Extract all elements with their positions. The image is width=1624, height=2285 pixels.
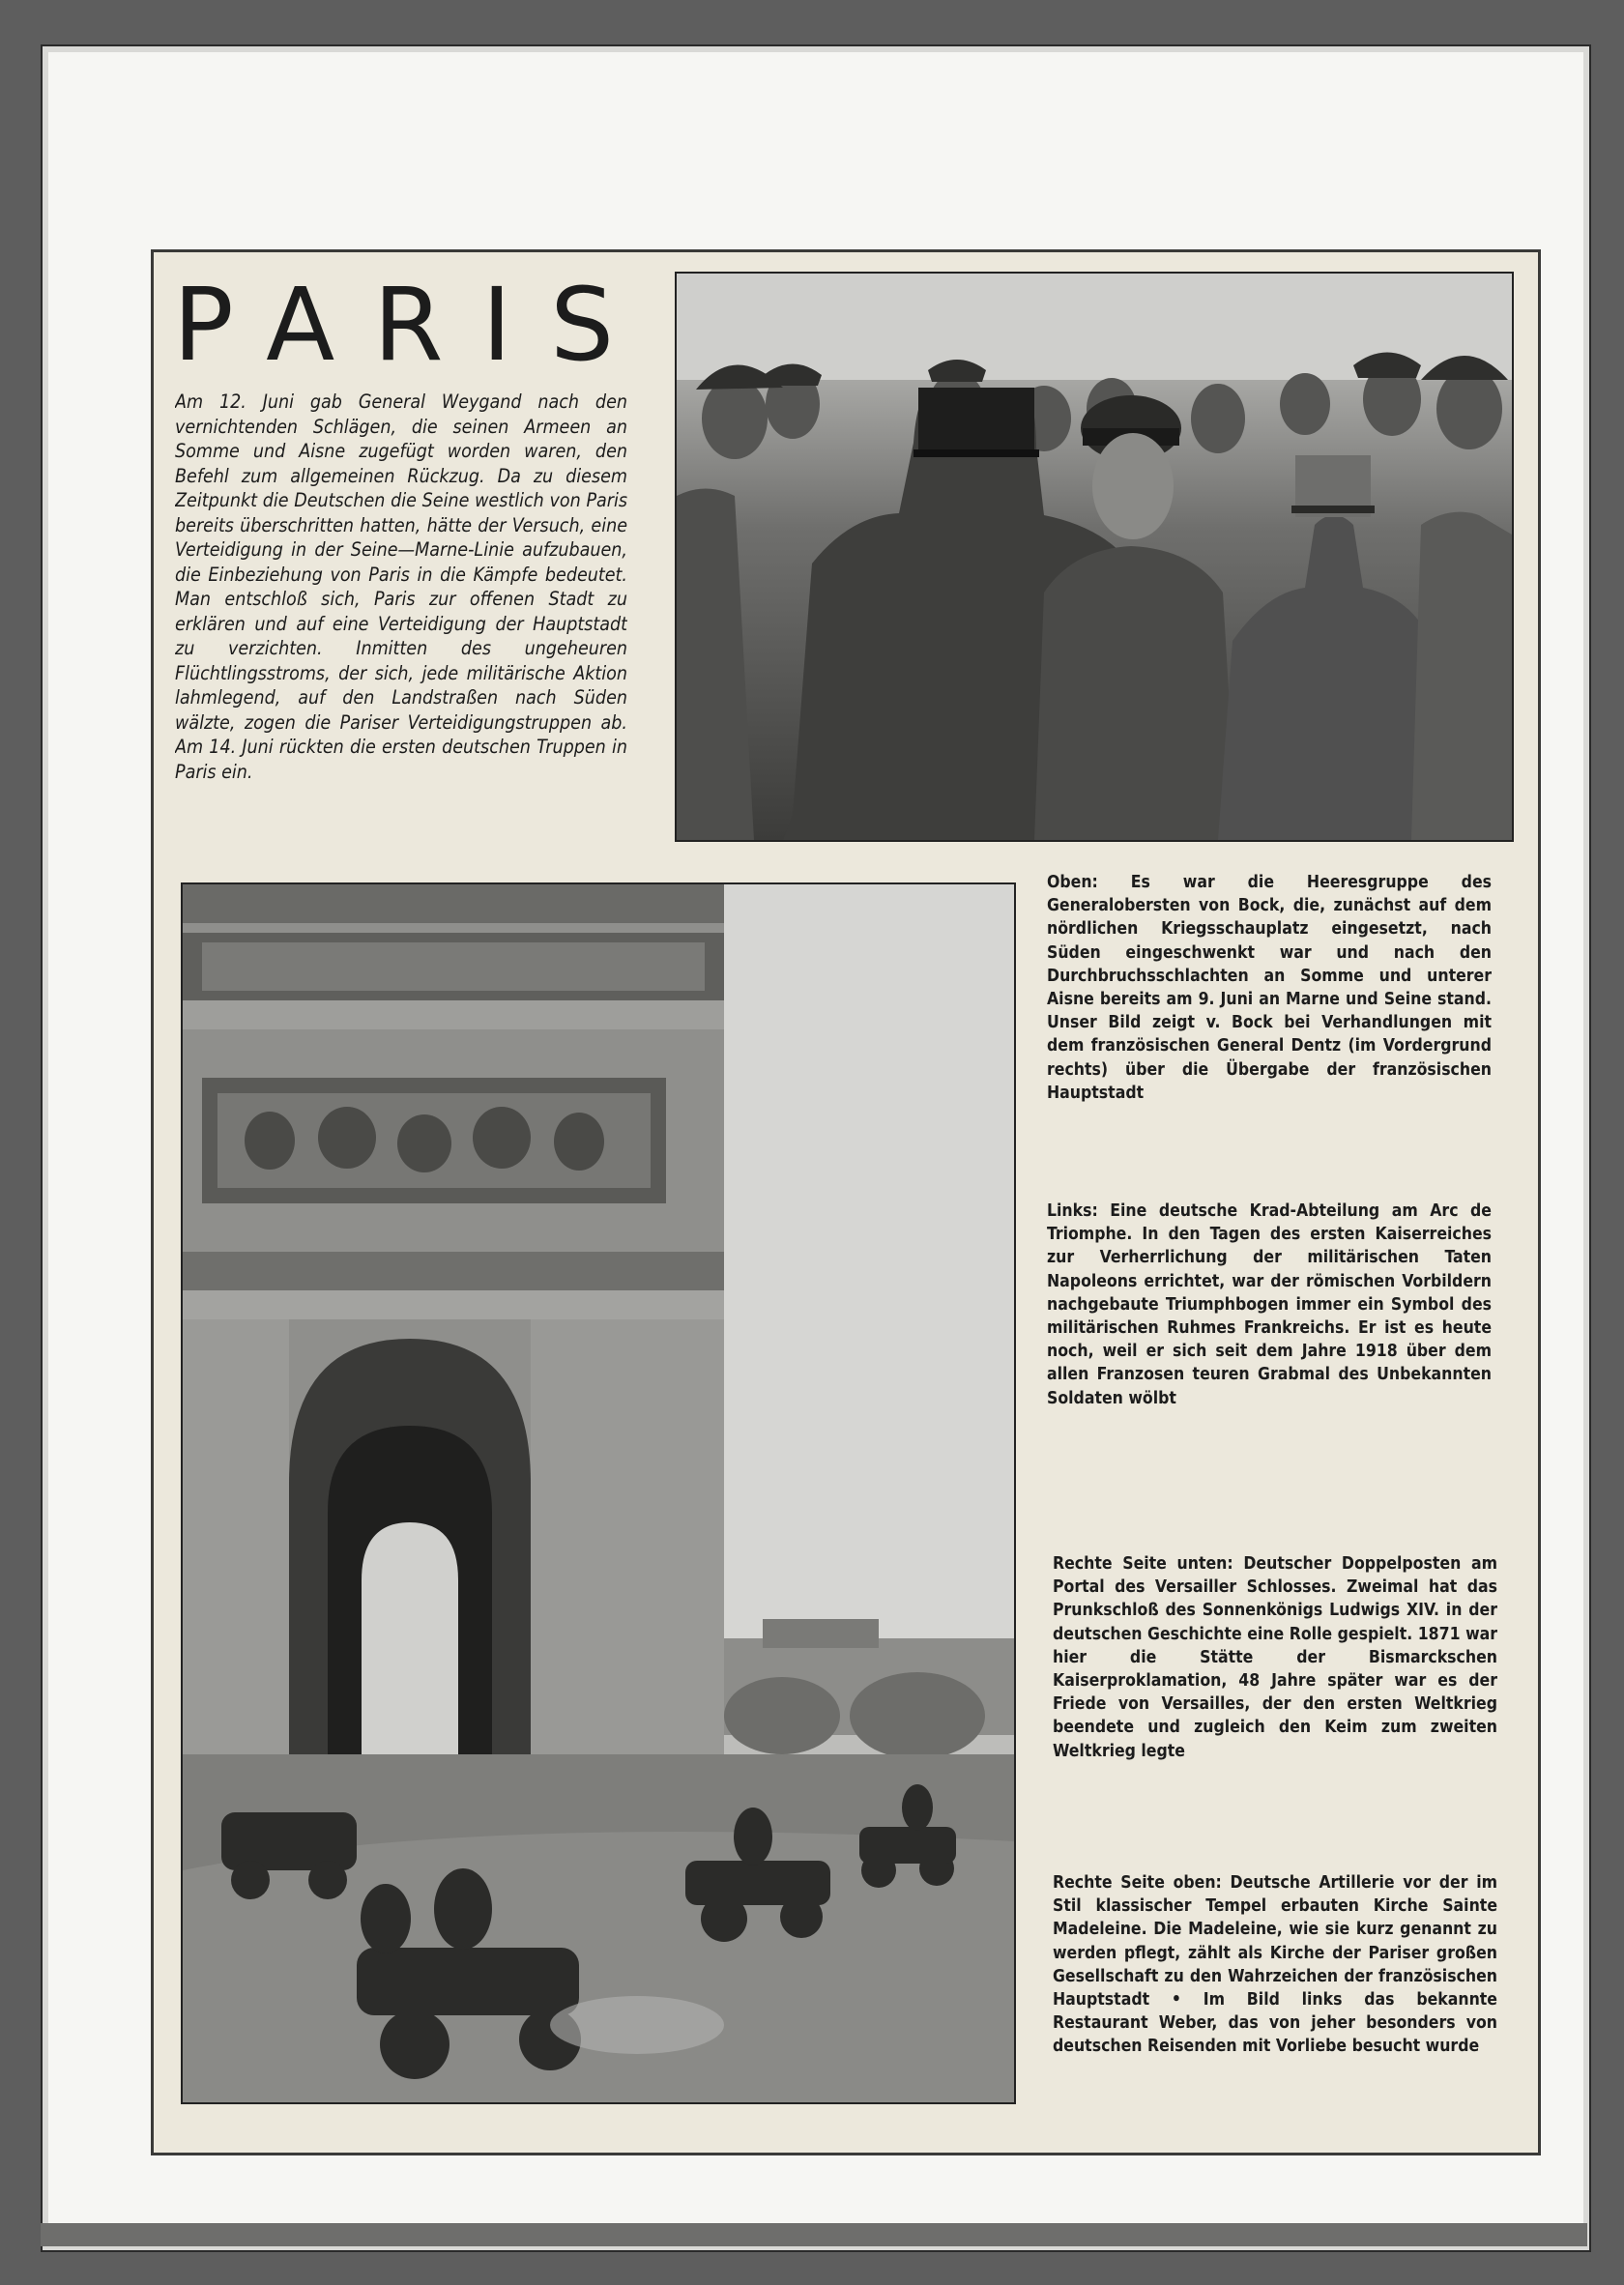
caption-madeleine: Rechte Seite oben: Deutsche Artillerie vor der im Stil klassischer Tempel erbauten Kirche Sainte Madeleine. Die Madeleine, wie sie kurz genannt zu werden pflegt, zählt als Kirche der Pariser großen Gesellschaft zu den Wahrzeichen der französischen Hauptstadt • Im Bild links das bekannte Restaurant Weber, das von jeher besonders von deutschen Reisenden mit Vorliebe besucht wurde: [1053, 1873, 1497, 2057]
intro-paragraph: Am 12. Juni gab General Weygand nach den vernichtenden Schlägen, die seinen Armeen an Somme und Aisne zugefügt worden waren, den Befehl zum allgemeinen Rückzug. Da zu diesem Zeitpunkt die Deutschen die Seine westlich von Paris bereits überschritten hatten, hätte der Versuch, eine Verteidigung in der Seine—Marne-Linie aufzubauen, die Einbeziehung von Paris in die Kämpfe bedeutet. Man entschloß sich, Paris zur offenen Stadt zu erklären und auf eine Verteidigung der Hauptstadt zu verzichten. Inmitten des ungeheuren Flüchtlingsstroms, der sich, jede militärische Aktion lahmlegend, auf den Landstraßen nach Süden wälzte, zogen die Pariser Verteidigungstruppen ab. Am 14. Juni rückten die ersten deutschen Truppen in Paris ein.: [175, 390, 627, 783]
arc-de-triomphe-photo: [181, 882, 1016, 2104]
officers-negotiation-illustration: [677, 274, 1512, 840]
album-sheet: [41, 44, 1591, 2252]
caption-arc-de-triomphe: Links: Eine deutsche Krad-Abteilung am Arc de Triomphe. In den Tagen des ersten Kaiserreiches zur Verherrlichung der militärischen Taten Napoleons errichtet, war der römischen Vorbildern nachgebaute Triumphbogen immer ein Symbol des militärischen Ruhmes Frankreichs. Er ist es heute noch, weil er sich seit dem Jahre 1918 über dem allen Franzosen teuren Grabmal des Unbekannten Soldaten wölbt: [1047, 1201, 1492, 1408]
caption-versailles: Rechte Seite unten: Deutscher Doppelposten am Portal des Versailler Schlosses. Zweimal hat das Prunkschloß des Sonnenkönigs Ludwigs XIV. in der deutschen Geschichte eine Rolle gespielt. 1871 war hier die Stätte der Bismarckschen Kaiserproklamation, 48 Jahre später war es der Friede von Versailles, der den ersten Weltkrieg beendete und zugleich den Keim zum zweiten Weltkrieg legte: [1053, 1554, 1497, 1761]
arc-de-triomphe-illustration: [183, 884, 1014, 2102]
newspaper-clipping: [151, 249, 1541, 2155]
page-title: PARIS: [173, 266, 653, 384]
caption-top-photo: Oben: Es war die Heeresgruppe des Generalobersten von Bock, die, zunächst auf dem nördlichen Kriegsschauplatz eingesetzt, nach Süden eingeschwenkt war und nach den Durchbruchsschlachten an Somme und unterer Aisne bereits am 9. Juni an Marne und Seine stand. Unser Bild zeigt v. Bock bei Verhandlungen mit dem französischen General Dentz (im Vordergrund rechts) über die Übergabe der französischen Hauptstadt: [1047, 873, 1492, 1103]
album-bottom-strip: [41, 2223, 1587, 2246]
officers-negotiation-photo: [675, 272, 1514, 842]
